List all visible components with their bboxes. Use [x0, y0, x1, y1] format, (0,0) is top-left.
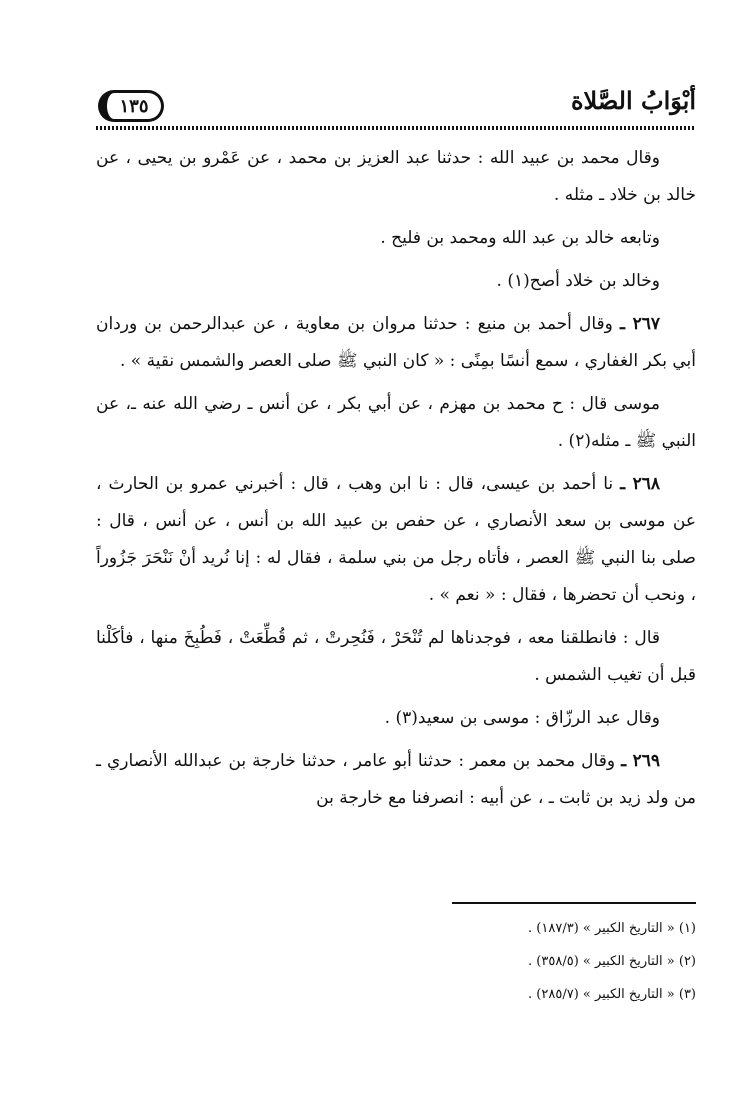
footnote: (١) « التاريخ الكبير » (١٨٧/٣) . — [528, 921, 696, 936]
paragraph: وتابعه خالد بن عبد الله ومحمد بن فليح . — [380, 228, 660, 248]
hadith-267: ٢٦٧ ـ وقال أحمد بن منيع : حدثنا مروان بن معاوية ، عن عبدالرحمن بن وردان أبي بكر الغفاري ، سمع أنسًا بمِنًى : « كان النبي ﷺ صلى العصر والشمس نقية » . — [96, 314, 696, 371]
paragraph: وقال محمد بن عبيد الله : حدثنا عبد العزيز بن محمد ، عن عَمْرو بن يحيى ، عن خالد بن خلاد ـ مثله . — [96, 148, 696, 205]
header-divider — [96, 126, 696, 130]
footnote: (٣) « التاريخ الكبير » (٢٨٥/٧) . — [528, 987, 696, 1002]
paragraph: وخالد بن خلاد أصح(١) . — [496, 271, 660, 291]
page-number: ١٣٥ — [119, 95, 149, 117]
paragraph: وقال عبد الرزّاق : موسى بن سعيد(٣) . — [384, 708, 660, 728]
hadith-268: ٢٦٨ ـ نا أحمد بن عيسى، قال : نا ابن وهب ، قال : أخبرني عمرو بن الحارث ، عن موسى بن سعد الأنصاري ، عن حفص بن عبيد الله بن أنس ، عن أنس ، قال : صلى بنا النبي ﷺ العصر ، فأتاه رجل من بني سلمة ، فقال له : إنا نُريد أنْ نَنْحَرَ جَزُوراً ، ونحب أن تحضرها ، فقال : « نعم » . — [96, 474, 696, 605]
page-number-badge — [98, 90, 164, 122]
chapter-title: أبْوَابُ الصَّلاة — [570, 86, 696, 115]
main-text — [96, 140, 696, 823]
paragraph: قال : فانطلقنا معه ، فوجدناها لم تُنْحَرْ ، فَنُحِرتْ ، ثم قُطِّعَتْ ، فَطُبِخَ منها ، فأكَلْنا قبل أن تغيب الشمس . — [96, 628, 696, 685]
footnotes — [300, 912, 696, 1011]
footnote: (٢) « التاريخ الكبير » (٣٥٨/٥) . — [528, 954, 696, 969]
hadith-269: ٢٦٩ ـ وقال محمد بن معمر : حدثنا أبو عامر ، حدثنا خارجة بن عبدالله الأنصاري ـ من ولد زيد بن ثابت ـ ، عن أبيه : انصرفنا مع خارجة بن — [96, 751, 696, 808]
paragraph: موسى قال : ح محمد بن مهزم ، عن أبي بكر ، عن أنس ـ رضي الله عنه ـ، عن النبي ﷺ ـ مثله(٢) . — [96, 394, 696, 451]
page-header — [96, 86, 696, 130]
footnote-divider — [452, 902, 696, 904]
